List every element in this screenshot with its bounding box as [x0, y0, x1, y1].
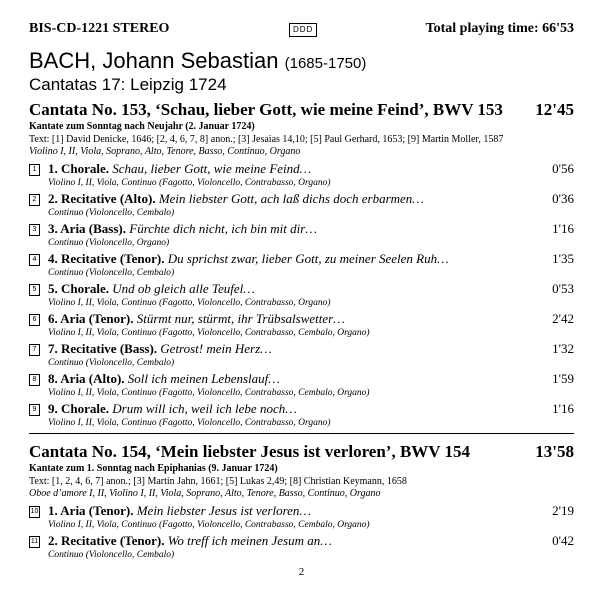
section-divider: [29, 433, 574, 434]
cantata-title-row: [29, 442, 574, 463]
text-credit: Text: [1, 2, 4, 6, 7] anon.; [3] Martin Jahn, 1661; [5] Lukas 2,49; [8] Christian Keymann, 1658: [29, 476, 407, 487]
track-row: [29, 281, 574, 311]
track-row: [29, 503, 574, 533]
cantata-duration: 12'45: [535, 100, 574, 119]
cantata-title: Cantata No. 154, ‘Mein liebster Jesus ist verloren’, BWV 154: [29, 442, 471, 461]
movement-incipit: Du sprichst zwar, lieber Gott, zu meiner Seelen Ruh…: [167, 251, 449, 266]
movement-label: 8. Aria (Alto).: [48, 371, 125, 386]
track-number-badge: 9: [29, 404, 40, 416]
track-duration: 1'16: [552, 401, 574, 416]
movement-incipit: Drum will ich, weil ich lebe noch…: [112, 401, 297, 416]
track-duration: 1'32: [552, 341, 574, 356]
movement-incipit: Wo treff ich meinen Jesum an…: [167, 533, 332, 548]
track-instrumentation: Violino I, II, Viola, Continuo (Fagotto, Violoncello, Contrabasso, Organo): [48, 298, 331, 308]
track-instrumentation: Violino I, II, Viola, Continuo (Fagotto, Violoncello, Contrabasso, Cembalo, Organo): [48, 388, 370, 398]
cantata-154-header: [29, 442, 574, 500]
track-instrumentation: Violino I, II, Viola, Continuo (Fagotto, Violoncello, Contrabasso, Organo): [48, 178, 331, 188]
cantata-subtitle: Kantate zum Sonntag nach Neujahr (2. Januar 1724): [29, 121, 255, 132]
cantata-subtitle: Kantate zum 1. Sonntag nach Epiphanias (9. Januar 1724): [29, 463, 278, 474]
movement-incipit: Schau, lieber Gott, wie meine Feind…: [112, 161, 312, 176]
track-title: [48, 311, 345, 327]
track-number-badge: 5: [29, 284, 40, 296]
movement-label: 1. Chorale.: [48, 161, 110, 176]
track-duration: 1'16: [552, 221, 574, 236]
movement-incipit: Fürchte dich nicht, ich bin mit dir…: [129, 221, 317, 236]
track-duration: 2'19: [552, 503, 574, 518]
track-row: [29, 161, 574, 191]
track-title: [48, 281, 255, 297]
movement-incipit: Stürmt nur, stürmt, ihr Trübsalswetter…: [136, 311, 345, 326]
track-instrumentation: Continuo (Violoncello, Cembalo): [48, 358, 175, 368]
volume-title: Cantatas 17: Leipzig 1724: [29, 75, 227, 94]
track-title: [48, 161, 311, 177]
track-number-badge: 11: [29, 536, 40, 548]
ddd-badge: DDD: [289, 23, 317, 37]
track-title: [48, 401, 297, 417]
movement-label: 1. Aria (Tenor).: [48, 503, 134, 518]
track-duration: 0'36: [552, 191, 574, 206]
movement-label: 5. Chorale.: [48, 281, 110, 296]
track-title: [48, 503, 311, 519]
track-duration: 0'42: [552, 533, 574, 548]
composer-dates: (1685-1750): [284, 55, 367, 72]
movement-label: 4. Recitative (Tenor).: [48, 251, 165, 266]
movement-incipit: Getrost! mein Herz…: [160, 341, 272, 356]
track-instrumentation: Continuo (Violoncello, Organo): [48, 238, 170, 248]
track-title: [48, 533, 332, 549]
track-row: [29, 341, 574, 371]
movement-label: 3. Aria (Bass).: [48, 221, 126, 236]
cantata-duration: 13'58: [535, 442, 574, 461]
track-row: [29, 533, 574, 563]
movement-incipit: Mein liebster Jesus ist verloren…: [136, 503, 311, 518]
movement-label: 2. Recitative (Tenor).: [48, 533, 165, 548]
track-instrumentation: Violino I, II, Viola, Continuo (Fagotto, Violoncello, Contrabasso, Cembalo, Organo): [48, 520, 370, 530]
track-row: [29, 371, 574, 401]
track-number-badge: 1: [29, 164, 40, 176]
instrumentation: Violino I, II, Viola, Soprano, Alto, Tenore, Basso, Continuo, Organo: [29, 146, 301, 157]
movement-label: 9. Chorale.: [48, 401, 110, 416]
track-instrumentation: Continuo (Violoncello, Cembalo): [48, 268, 175, 278]
track-number-badge: 3: [29, 224, 40, 236]
composer-heading: [29, 48, 366, 74]
cantata-title-row: [29, 100, 574, 121]
movement-label: 7. Recitative (Bass).: [48, 341, 158, 356]
track-number-badge: 4: [29, 254, 40, 266]
track-duration: 0'53: [552, 281, 574, 296]
track-instrumentation: Continuo (Violoncello, Cembalo): [48, 550, 175, 560]
track-instrumentation: Continuo (Violoncello, Cembalo): [48, 208, 175, 218]
text-credit: Text: [1] David Denicke, 1646; [2, 4, 6, 7, 8] anon.; [3] Jesaias 14,10; [5] Paul Gerhard, 1653; [9] Martin Moller, 1587: [29, 134, 504, 145]
composer-name: BACH, Johann Sebastian: [29, 48, 279, 73]
movement-incipit: Soll ich meinen Lebenslauf…: [127, 371, 280, 386]
track-duration: 1'59: [552, 371, 574, 386]
track-duration: 1'35: [552, 251, 574, 266]
track-row: [29, 221, 574, 251]
track-number-badge: 8: [29, 374, 40, 386]
movement-label: 2. Recitative (Alto).: [48, 191, 156, 206]
catalog-number: BIS-CD-1221 STEREO: [29, 21, 170, 36]
page-number: 2: [298, 566, 305, 578]
track-instrumentation: Violino I, II, Viola, Continuo (Fagotto, Violoncello, Contrabasso, Organo): [48, 418, 331, 428]
track-number-badge: 2: [29, 194, 40, 206]
track-title: [48, 371, 280, 387]
track-number-badge: 6: [29, 314, 40, 326]
cantata-title: Cantata No. 153, ‘Schau, lieber Gott, wie meine Feind’, BWV 153: [29, 100, 503, 119]
track-row: [29, 251, 574, 281]
track-row: [29, 191, 574, 221]
track-row: [29, 311, 574, 341]
total-playing-time: Total playing time: 66'53: [425, 21, 574, 36]
track-title: [48, 341, 272, 357]
track-number-badge: 7: [29, 344, 40, 356]
track-duration: 0'56: [552, 161, 574, 176]
track-row: [29, 401, 574, 431]
track-duration: 2'42: [552, 311, 574, 326]
booklet-page: [29, 0, 574, 600]
movement-label: 6. Aria (Tenor).: [48, 311, 134, 326]
track-instrumentation: Violino I, II, Viola, Continuo (Fagotto, Violoncello, Contrabasso, Cembalo, Organo): [48, 328, 370, 338]
track-title: [48, 251, 449, 267]
cantata-153-header: [29, 100, 574, 158]
movement-incipit: Mein liebster Gott, ach laß dichs doch erbarmen…: [158, 191, 424, 206]
instrumentation: Oboe d’amore I, II, Violino I, II, Viola, Soprano, Alto, Tenore, Basso, Continuo, Organo: [29, 488, 381, 499]
track-number-badge: 10: [29, 506, 40, 518]
track-title: [48, 191, 424, 207]
movement-incipit: Und ob gleich alle Teufel…: [112, 281, 255, 296]
track-title: [48, 221, 317, 237]
header: [29, 21, 574, 39]
